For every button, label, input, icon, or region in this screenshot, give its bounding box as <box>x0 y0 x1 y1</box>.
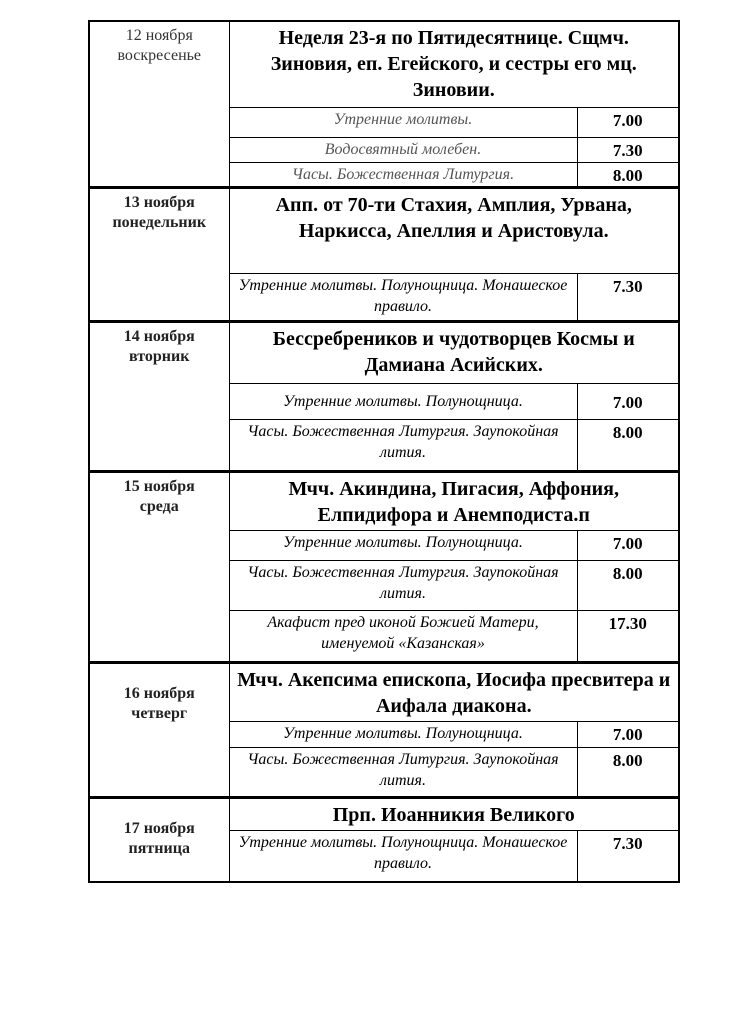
day-date: 12 ноября <box>125 27 193 44</box>
service-time: 7.30 <box>577 137 679 162</box>
day-date-cell <box>89 797 229 882</box>
day-row <box>89 471 679 530</box>
day-date: 13 ноября <box>123 193 195 211</box>
day-date-cell <box>89 471 229 662</box>
day-weekday: пятница <box>128 839 190 857</box>
day-date: 17 ноября <box>123 819 195 837</box>
service-name: Утренние молитвы. <box>229 107 577 137</box>
feast-title: Апп. от 70-ти Стахия, Амплия, Урвана, Наркисса, Апеллия и Аристовула. <box>229 187 679 273</box>
service-name: Утренние молитвы. Полунощница. <box>229 383 577 419</box>
day-row <box>89 21 679 107</box>
day-date-cell <box>89 662 229 797</box>
service-name: Водосвятный молебен. <box>229 137 577 162</box>
service-time: 8.00 <box>577 560 679 610</box>
service-time: 7.30 <box>577 830 679 882</box>
day-date-cell <box>89 21 229 187</box>
day-row <box>89 321 679 383</box>
service-name: Утренние молитвы. Полунощница. <box>229 530 577 560</box>
day-date-cell <box>89 187 229 321</box>
day-date: 16 ноября <box>123 684 195 702</box>
feast-title: Неделя 23-я по Пятидесятнице. Сщмч. Зиновия, еп. Егейского, и сестры его мц. Зиновии. <box>229 21 679 107</box>
service-name: Часы. Божественная Литургия. Заупокойная лития. <box>229 419 577 471</box>
feast-title: Мчч. Акиндина, Пигасия, Аффония, Елпидифора и Анемподиста.п <box>229 471 679 530</box>
service-name: Утренние молитвы. Полунощница. Монашеское правило. <box>229 273 577 321</box>
service-time: 8.00 <box>577 419 679 471</box>
service-time: 7.30 <box>577 273 679 321</box>
service-time: 8.00 <box>577 162 679 187</box>
day-date: 14 ноября <box>123 327 195 345</box>
day-row <box>89 797 679 830</box>
day-weekday: среда <box>139 497 179 515</box>
service-time: 8.00 <box>577 747 679 797</box>
service-time: 7.00 <box>577 383 679 419</box>
service-time: 7.00 <box>577 721 679 747</box>
day-row <box>89 662 679 721</box>
service-name: Часы. Божественная Литургия. <box>229 162 577 187</box>
feast-title: Мчч. Акепсима епископа, Иосифа пресвитера и Аифала диакона. <box>229 662 679 721</box>
feast-title: Прп. Иоанникия Великого <box>229 797 679 830</box>
service-name: Утренние молитвы. Полунощница. <box>229 721 577 747</box>
day-date-cell <box>89 321 229 471</box>
service-time: 7.00 <box>577 107 679 137</box>
day-weekday: вторник <box>129 347 190 365</box>
service-name: Часы. Божественная Литургия. Заупокойная лития. <box>229 747 577 797</box>
schedule-table <box>88 20 680 883</box>
day-weekday: воскресенье <box>117 47 202 64</box>
day-row <box>89 187 679 273</box>
day-date: 15 ноября <box>123 477 195 495</box>
service-name: Утренние молитвы. Полунощница. Монашеское правило. <box>229 830 577 882</box>
service-time: 7.00 <box>577 530 679 560</box>
day-weekday: четверг <box>131 704 188 722</box>
service-name: Акафист пред иконой Божией Матери, именуемой «Казанская» <box>229 610 577 662</box>
service-name: Часы. Божественная Литургия. Заупокойная лития. <box>229 560 577 610</box>
service-time: 17.30 <box>577 610 679 662</box>
day-weekday: понедельник <box>112 213 207 231</box>
feast-title: Бессребреников и чудотворцев Космы и Дамиана Асийских. <box>229 321 679 383</box>
